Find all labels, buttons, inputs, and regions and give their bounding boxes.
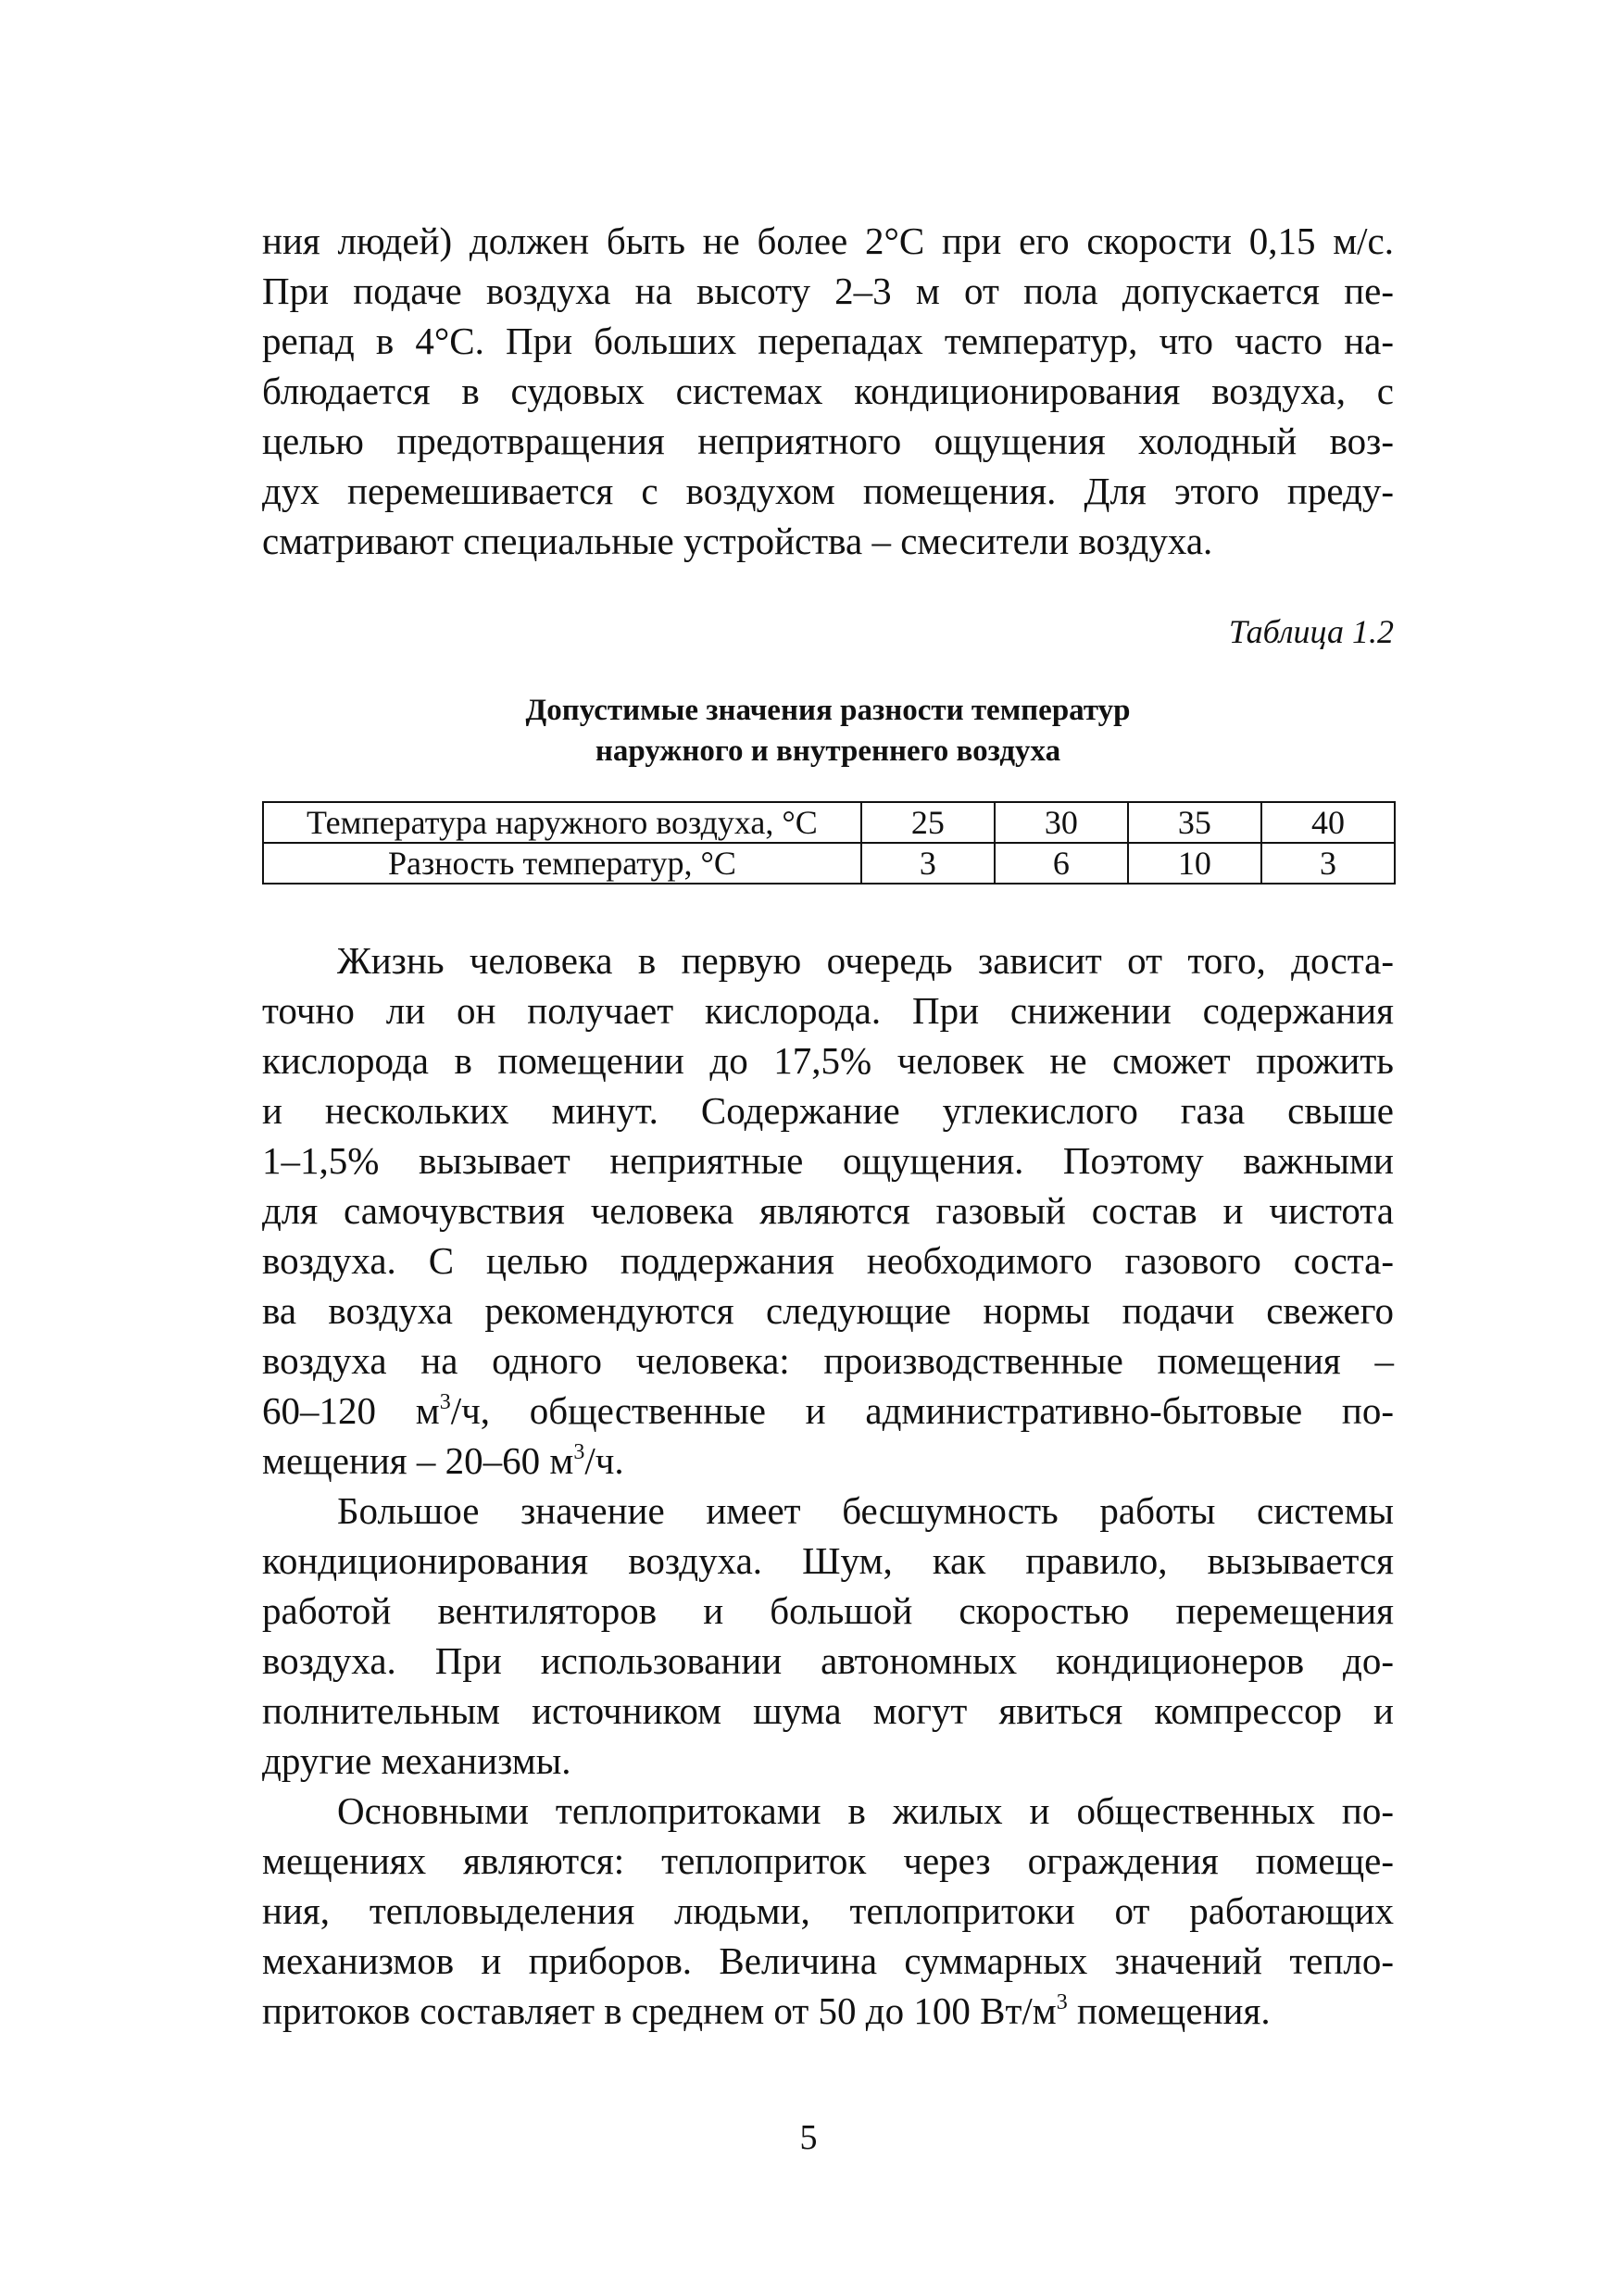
text-line: кондиционирования воздуха. Шум, как правило, вызывается: [262, 1539, 1394, 1582]
row-label: Температура наружного воздуха, °С: [263, 802, 861, 843]
text-line: ния, тепловыделения людьми, теплопритоки от работающих: [262, 1889, 1394, 1932]
table-caption: Таблица 1.2: [1228, 613, 1394, 650]
text-line: точно ли он получает кислорода. При снижении содержания: [262, 989, 1394, 1032]
table-cell: 3: [861, 843, 995, 884]
text-line: полнительным источником шума могут явиться компрессор и: [262, 1689, 1394, 1732]
table-title: [262, 690, 1394, 772]
text-line: воздуха. При использовании автономных кондиционеров до-: [262, 1639, 1394, 1682]
superscript: 3: [1056, 1990, 1068, 2014]
temperature-table: [262, 801, 1396, 885]
text-fragment: помещения.: [1067, 1989, 1271, 2032]
text-line: ния людей) должен быть не более 2°C при его скорости 0,15 м/с.: [262, 220, 1394, 262]
text-line: воздуха. С целью поддержания необходимого газового соста-: [262, 1239, 1394, 1282]
text-line: Жизнь человека в первую очередь зависит от того, доста-: [337, 939, 1394, 982]
text-line: 1–1,5% вызывает неприятные ощущения. Поэтому важными: [262, 1139, 1394, 1182]
text-line: другие механизмы.: [262, 1739, 571, 1782]
text-line: ва воздуха рекомендуются следующие нормы подачи свежего: [262, 1289, 1394, 1332]
table-cell: 25: [861, 802, 995, 843]
text-line: При подаче воздуха на высоту 2–3 м от пола допускается пе-: [262, 270, 1394, 312]
table-cell: 10: [1128, 843, 1261, 884]
text-line: для самочувствия человека являются газовый состав и чистота: [262, 1189, 1394, 1232]
text-fragment: притоков составляет в среднем от 50 до 100 Вт/м: [262, 1989, 1057, 2032]
paragraph-3: [262, 1486, 1394, 1786]
paragraph-2: [262, 935, 1394, 1486]
text-fragment: 60–120 м: [262, 1389, 440, 1432]
text-line: блюдается в судовых системах кондиционирования воздуха, с: [262, 370, 1394, 412]
text-line: Основными теплопритоками в жилых и общественных по-: [337, 1789, 1394, 1832]
text-line: [262, 1436, 1394, 1486]
table-cell: 40: [1261, 802, 1395, 843]
table-title-line-1: Допустимые значения разности температур: [525, 694, 1131, 727]
paragraph-4: [262, 1786, 1394, 2036]
text-line: мещениях являются: теплоприток через ограждения помеще-: [262, 1839, 1394, 1882]
text-line: Большое значение имеет бесшумность работы системы: [337, 1489, 1394, 1532]
text-line: [262, 1386, 1394, 1436]
text-line: работой вентиляторов и большой скоростью перемещения: [262, 1589, 1394, 1632]
paragraph-1: [262, 216, 1394, 566]
table-cell: 3: [1261, 843, 1395, 884]
table-cell: 35: [1128, 802, 1261, 843]
table-row: [263, 843, 1395, 884]
text-fragment: /ч, общественные и административно-бытовые по-: [450, 1389, 1394, 1432]
text-fragment: мещения – 20–60 м: [262, 1439, 574, 1482]
table-title-line-2: наружного и внутреннего воздуха: [595, 734, 1061, 768]
table-row: [263, 802, 1395, 843]
text-line: [262, 1986, 1394, 2036]
text-line: кислорода в помещении до 17,5% человек не сможет прожить: [262, 1039, 1394, 1082]
page-number: 5: [799, 2118, 818, 2157]
text-line: механизмов и приборов. Величина суммарных значений тепло-: [262, 1939, 1394, 1982]
text-line: сматривают специальные устройства – смесители воздуха.: [262, 520, 1213, 562]
table-cell: 30: [995, 802, 1128, 843]
superscript: 3: [573, 1440, 585, 1464]
text-line: репад в 4°C. При больших перепадах температур, что часто на-: [262, 320, 1394, 362]
text-line: и нескольких минут. Содержание углекислого газа свыше: [262, 1089, 1394, 1132]
superscript: 3: [439, 1390, 451, 1414]
table-cell: 6: [995, 843, 1128, 884]
text-fragment: /ч.: [584, 1439, 624, 1482]
text-line: дух перемешивается с воздухом помещения. Для этого преду-: [262, 470, 1394, 512]
text-line: целью предотвращения неприятного ощущения холодный воз-: [262, 420, 1394, 462]
text-line: воздуха на одного человека: производственные помещения –: [262, 1339, 1394, 1382]
row-label: Разность температур, °С: [263, 843, 861, 884]
